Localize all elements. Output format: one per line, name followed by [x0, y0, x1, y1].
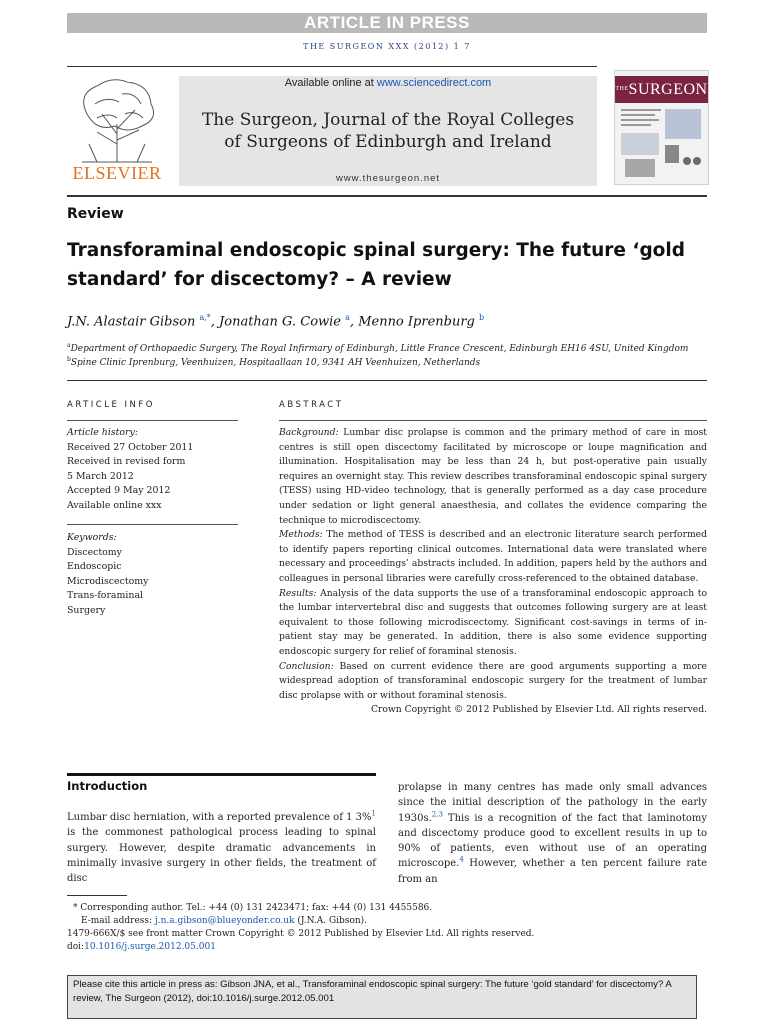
article-info-rule [67, 420, 238, 421]
background-label: Background: [279, 427, 339, 438]
footnote-rule [67, 895, 127, 896]
running-head: THE SURGEON XXX (2012) 1 7 [303, 42, 471, 51]
results-text: Analysis of the data supports the use of a transforaminal endoscopic approach to the lumbar intervertebral disc and suggests that outcomes following surgery are at least equivalent to those following microdiscectomy. Significant cost-savings in terms of in-patient stay may be generated. In addition, there is also some evidence supporting endoscopic surgery for relief of foraminal stenosis. [279, 587, 707, 657]
history-label: Article history: [67, 427, 138, 438]
corresponding-author-note: * Corresponding author. Tel.: +44 (0) 131 2423471; fax: +44 (0) 131 4455586. [73, 903, 433, 913]
journal-name [179, 109, 597, 153]
cover-prefix: THE [615, 86, 629, 92]
affiliation-text: Spine Clinic Iprenburg, Veenhuizen, Hospitaallaan 10, 9341 AH Veenhuizen, Netherlands [70, 358, 481, 368]
cover-title [615, 76, 708, 103]
history-item: Received in revised form [67, 456, 186, 468]
history-item: Available online xxx [67, 499, 162, 511]
abstract-rule [279, 420, 707, 421]
elsevier-wordmark: ELSEVIER [72, 163, 162, 183]
article-type: Review [67, 206, 124, 222]
introduction-rule [67, 773, 376, 776]
article-title-line1: Transforaminal endoscopic spinal surgery: The future ‘gold [67, 240, 685, 261]
journal-url[interactable]: www.thesurgeon.net [335, 173, 441, 184]
history-item: 5 March 2012 [67, 470, 134, 482]
affiliation-marker: b [67, 356, 71, 363]
author-name: Menno Iprenburg [358, 314, 475, 330]
doi-link[interactable]: 10.1016/j.surge.2012.05.001 [84, 942, 216, 952]
affiliation-b [67, 356, 707, 368]
available-online [179, 77, 597, 89]
header-bottom-rule [67, 195, 707, 197]
abstract-methods [279, 528, 707, 586]
conclusion-label: Conclusion: [279, 660, 334, 672]
meta-divider [67, 380, 707, 381]
available-prefix: Available online at [284, 77, 377, 89]
author-name: Jonathan G. Cowie [219, 314, 341, 330]
email-suffix: (J.N.A. Gibson). [294, 916, 368, 926]
author-affil-marker[interactable]: a [345, 313, 350, 322]
methods-label: Methods: [279, 529, 323, 541]
abstract-body [279, 426, 707, 718]
history-item: Accepted 9 May 2012 [67, 485, 171, 497]
abstract-copyright: Crown Copyright © 2012 Published by Elsevier Ltd. All rights reserved. [370, 704, 707, 716]
intro-text: is the commonest pathological process leading to spinal surgery. However, despite dramatic advancements in minimally invasive surgery in other fields, the treatment of disc [67, 827, 376, 885]
journal-name-line1: The Surgeon, Journal of the Royal Colleges [201, 110, 575, 130]
keyword: Trans-foraminal [67, 590, 144, 602]
abstract-conclusion [279, 660, 707, 704]
sciencedirect-link[interactable]: www.sciencedirect.com [376, 77, 492, 89]
journal-name-line2: of Surgeons of Edinburgh and Ireland [224, 132, 552, 152]
results-label: Results: [279, 587, 317, 599]
journal-cover-thumbnail [614, 70, 709, 185]
article-title-line2: standard’ for discectomy? – A review [67, 269, 452, 290]
introduction-heading: Introduction [67, 779, 148, 793]
affiliation-a [67, 342, 707, 354]
keyword: Endoscopic [67, 561, 122, 573]
keyword: Surgery [67, 604, 106, 616]
email-link[interactable]: j.n.a.gibson@blueyonder.co.uk [154, 916, 295, 926]
history-item: Received 27 October 2011 [67, 441, 194, 453]
intro-left-column [67, 810, 376, 886]
email-note [67, 915, 721, 928]
author-affil-marker[interactable]: a,* [199, 313, 211, 322]
methods-text: The method of TESS is described and an electronic literature search performed to identify papers reporting clinical outcomes. International data were translated where necessary and proceedings’ abstracts included. In addition, papers held by the authors and colleagues in personal libraries were carefully cross-referenced to the obtained database. [279, 529, 707, 584]
keywords-label: Keywords: [67, 532, 117, 543]
citation-ref[interactable]: 1 [371, 809, 376, 818]
intro-right-column [398, 780, 707, 887]
article-in-press-banner: ARTICLE IN PRESS [67, 13, 707, 33]
intro-text: This is a recognition of the fact that laminotomy and discectomy produce good to excellent results in up to 90% of patients, even without use of an operating microscope. [398, 812, 707, 870]
email-label: E-mail address: [81, 916, 155, 926]
issn-note: 1479-666X/$ see front matter Crown Copyright © 2012 Published by Elsevier Ltd. All rights reserved. [67, 929, 535, 939]
cover-title-text: SURGEON [628, 81, 708, 98]
article-title [67, 236, 707, 294]
abstract-results [279, 587, 707, 660]
article-history [67, 426, 242, 514]
intro-text: prolapse in many centres has made only small advances since the initial description of the pathology in the early 1930s. [398, 782, 707, 824]
intro-text: Lumbar disc herniation, with a reported prevalence of 1 3% [67, 812, 372, 823]
doi-note [67, 941, 707, 954]
citation-ref[interactable]: 2,3 [431, 810, 443, 819]
doi-label: doi: [67, 942, 85, 952]
article-info-heading: ARTICLE INFO [67, 400, 155, 410]
author-list: J.N. Alastair Gibson $^{a,*}$, Jonathan G. Cowie $^a$, Menno Iprenburg $^b$ [67, 313, 485, 330]
abstract-background [279, 426, 707, 528]
background-text: Lumbar disc prolapse is common and the primary method of care in most centres is still open discectomy facilitated by microscope or loupe magnification and illumination. Hospitalisation may be less than 24 h, but post-operative pain usually requires an overnight stay. This review describes transforaminal endoscopic spinal surgery (TESS) using HD-video technology, that is generally performed as a day case procedure under sedation or light general anaesthesia, and collates the evidence comparing the technique to microdiscectomy. [279, 427, 707, 526]
keyword: Discectomy [67, 546, 122, 558]
author-affil-marker[interactable]: b [479, 313, 485, 322]
citation-ref[interactable]: 4 [459, 856, 464, 865]
intro-text: However, whether a ten percent failure rate from an [398, 858, 707, 885]
affiliation-marker: a [67, 342, 71, 349]
keywords-rule [67, 524, 238, 525]
cover-artwork [615, 105, 708, 183]
conclusion-text: Based on current evidence there are good arguments supporting a more widespread adoption of transforaminal endoscopic surgery for the treatment of lumbar disc prolapse with or without foraminal stenosis. [279, 660, 707, 701]
elsevier-tree-logo [67, 74, 167, 164]
keywords [67, 531, 242, 619]
keyword: Microdiscectomy [67, 575, 149, 587]
affiliation-text: Department of Orthopaedic Surgery, The Royal Infirmary of Edinburgh, Little France Crescent, Edinburgh EH16 4SU, United Kingdom [70, 344, 689, 354]
citation-box: Please cite this article in press as: Gibson JNA, et al., Transforaminal endoscopic spinal surgery: The future ‘gold standard’ for discectomy? A review, The Surgeon (2012), doi:10.1016/j.surge.2012.05.001 [67, 975, 697, 1019]
author-name: J.N. Alastair Gibson [67, 314, 196, 330]
header-top-rule [67, 66, 597, 67]
abstract-heading: ABSTRACT [279, 400, 344, 410]
